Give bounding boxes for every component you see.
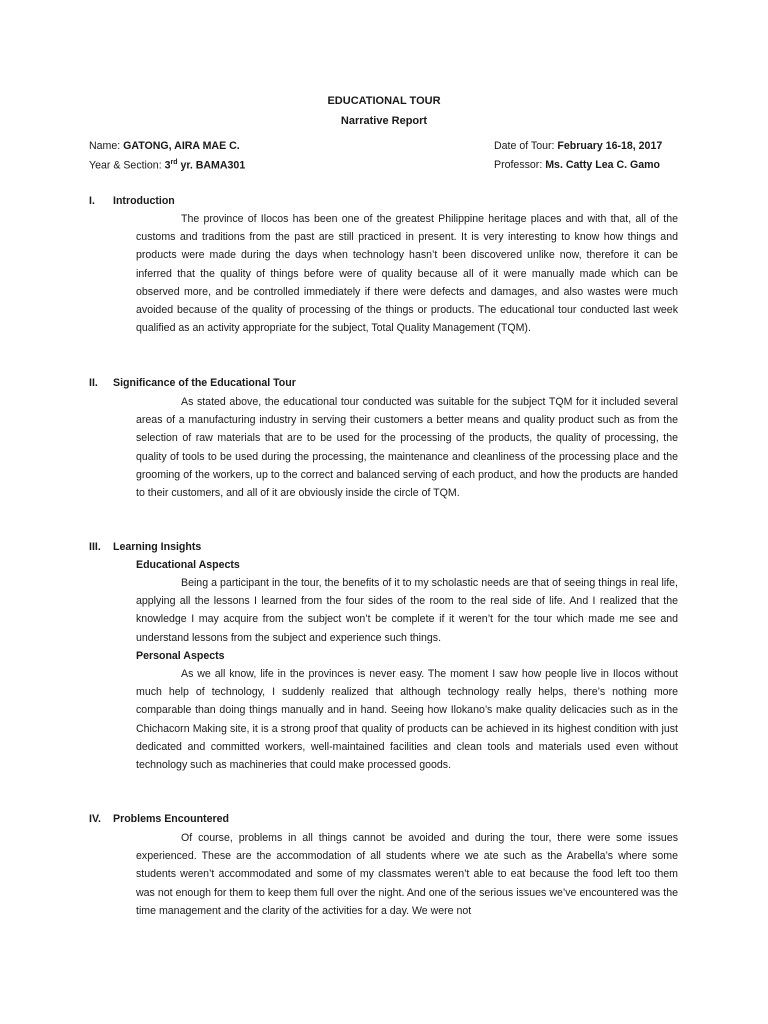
date-label: Date of Tour:: [494, 140, 558, 152]
year-sup: rd: [170, 159, 178, 166]
professor-label: Professor:: [494, 159, 546, 171]
document-title: EDUCATIONAL TOUR: [327, 95, 441, 107]
year-section-line: [89, 159, 245, 172]
subheading-educational-aspects: Educational Aspects: [136, 559, 240, 571]
year-rest: yr. BAMA301: [177, 159, 246, 172]
date-line: [494, 140, 662, 152]
educational-aspects-paragraph: Being a participant in the tour, the benefits of it to my scholastic needs are that of seeing things in real life, applying all the lessons I learned from the four sides of the room to the real side of life. And I realized that the knowledge I may acquire from the subject won’t be complete if it weren’t for the tour which made me see and understand lessons from the subject and experience such things.: [136, 577, 678, 644]
personal-aspects-paragraph: As we all know, life in the provinces is never easy. The moment I saw how people live in Ilocos without much help of technology, I suddenly realized that although technology really helps, there’s nothing more comparable than doing things manually and in hand. Seeing how Ilokano’s make quality delicacies such as in the Chichacorn Making site, it is a strong proof that quality of products can be achieved in its highest condition with just dedicated and committed workers, well-maintained facilities and clean tools and materials used even without technology such as machineries that could make processed goods.: [136, 668, 678, 772]
section-title: Significance of the Educational Tour: [113, 377, 296, 389]
problems-paragraph: Of course, problems in all things cannot be avoided and during the tour, there were some issues experienced. These are the accommodation of all students where we ate such as the Arabella’s where some students weren’t accommodated and some of my classmates weren’t able to eat because the food left too them was not enough for them to keep them full over the night. And one of the serious issues we’ve encountered was the time management and the clarity of the activities for a day. We were not: [136, 832, 678, 917]
section-number: I.: [89, 195, 95, 207]
name-label: Name:: [89, 140, 124, 152]
name-value: GATONG, AIRA MAE C.: [123, 140, 240, 152]
section-title: Problems Encountered: [113, 813, 229, 825]
professor-line: [494, 159, 660, 171]
professor-value: Ms. Catty Lea C. Gamo: [545, 159, 661, 171]
section-title: Introduction: [113, 195, 175, 207]
section-heading-insights: [89, 541, 201, 553]
section-heading-significance: [89, 377, 296, 389]
year-label: Year & Section:: [89, 159, 165, 172]
year-num: 3: [164, 159, 171, 172]
subheading-personal-aspects: Personal Aspects: [136, 650, 225, 662]
section-number: IV.: [89, 813, 101, 825]
introduction-paragraph: The province of Ilocos has been one of the greatest Philippine heritage places and with that, all of the customs and traditions from the past are still practiced in present. It is very interesting to know how things and products were made during the days when technology hasn’t been discovered unlike now, therefore it can be inferred that the quality of things before were of quality because all of it were manually made which can be observed more, and be controlled immediately if there were defects and damages, and also wastes were much avoided because of the quality of processing of the things or products. The educational tour conducted last week qualified as an activity appropriate for the subject, Total Quality Management (TQM).: [136, 213, 678, 335]
date-value: February 16-18, 2017: [557, 140, 663, 152]
significance-paragraph: As stated above, the educational tour conducted was suitable for the subject TQM for it included several areas of a manufacturing industry in serving their customers a better means and quality product such as from the selection of raw materials that are to be used for the processing of the products, the quality of processing, the quality of tools to be used during the processing, the maintenance and cleanliness of the processing place and the grooming of the workers, up to the correct and balanced serving of each product, and how the products are handed to their customers, and all of it are obviously inside the circle of TQM.: [136, 396, 678, 500]
section-number: III.: [89, 541, 101, 553]
document-subtitle: Narrative Report: [340, 115, 428, 127]
section-number: II.: [89, 377, 98, 389]
section-heading-introduction: [89, 195, 175, 207]
section-heading-problems: [89, 813, 229, 825]
name-line: [89, 140, 240, 152]
section-title: Learning Insights: [113, 541, 202, 553]
